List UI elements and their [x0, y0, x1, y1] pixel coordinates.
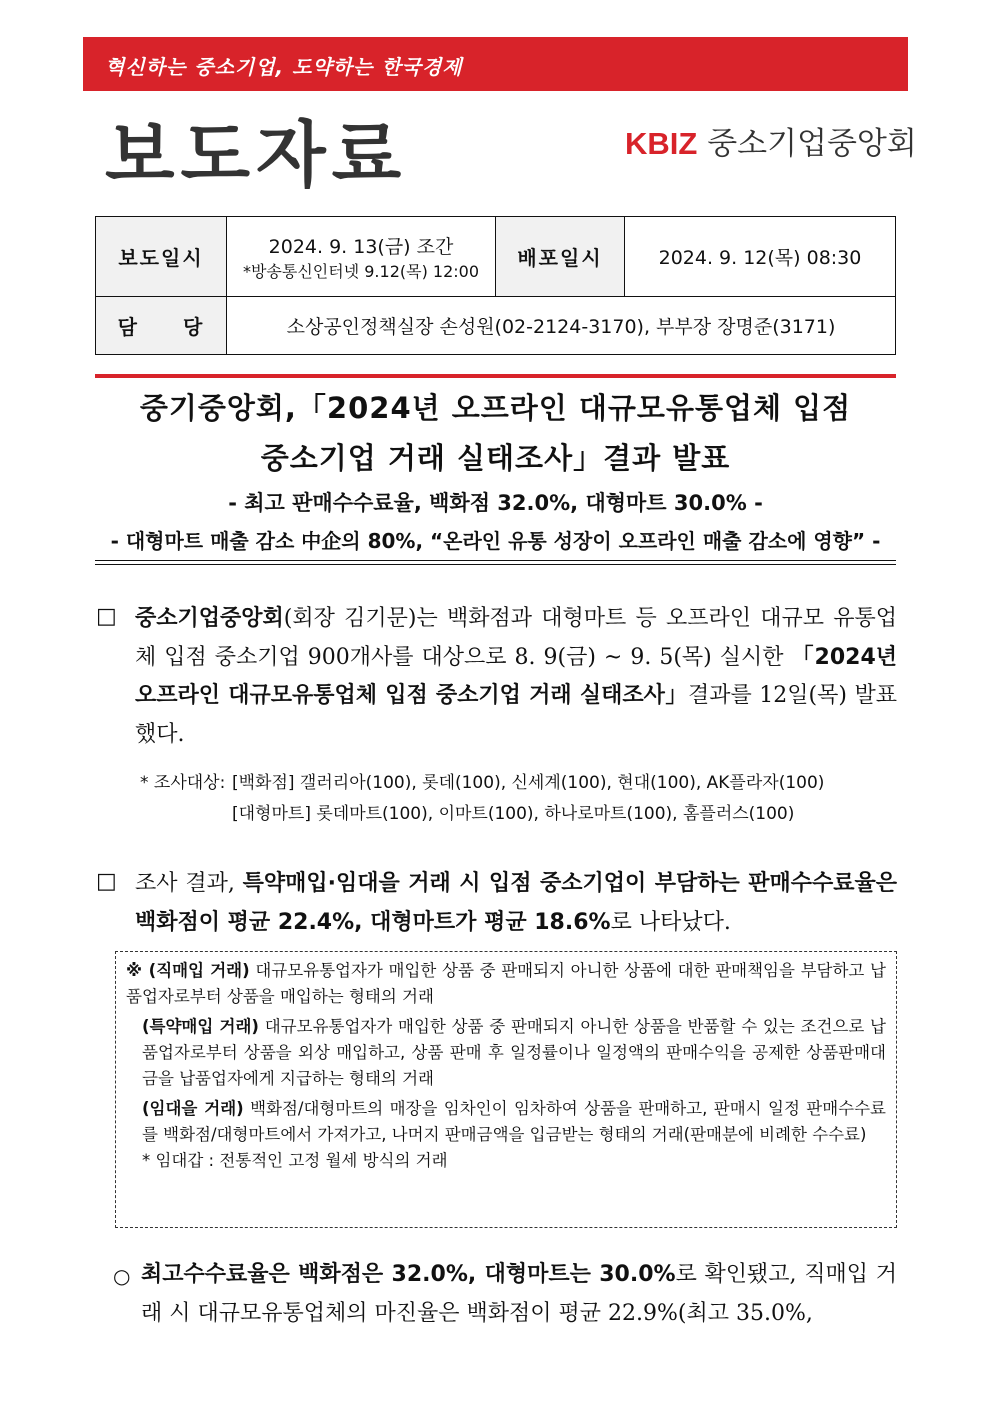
p1-text1: (회장 김기문)는 백화점과 대형마트 등 오프라인 대규모 유통업체 입점 중소기업 900개사를 대상으로 8. 9(금) ~ 9. 5(목) 실시한	[135, 606, 897, 670]
survey-label: * 조사대상:	[140, 773, 226, 793]
doc-type-title: 보도자료	[105, 113, 408, 197]
paragraph-marker-3: ○	[113, 1264, 131, 1288]
survey-dept: [백화점] 갤러리아(100), 롯데(100), 신세계(100), 현대(100), AK플라자(100)	[232, 773, 825, 793]
p2-text2: 로 나타났다.	[610, 909, 731, 935]
distribution-label: 배포일시	[496, 217, 625, 297]
release-note: *방송통신인터넷 9.12(목) 12:00	[242, 261, 480, 281]
def-direct-purchase	[126, 958, 886, 1010]
def3-text: 백화점/대형마트의 매장을 임차인이 임차하여 상품을 판매하고, 판매시 일정 판매수수료를 백화점/대형마트에서 가져가고, 나머지 판매금액을 입금받는 형태의 거래(판매분에 비례한 수수료)	[142, 1099, 886, 1144]
paragraph-3	[141, 1256, 897, 1333]
p1-bold2: 「2024년 오프라인 대규모유통업체 입점 중소기업 거래 실태조사」	[135, 644, 898, 708]
def-lease-note: * 임대갑 : 전통적인 고정 월세 방식의 거래	[142, 1151, 448, 1170]
def2-title: (특약매입 거래)	[142, 1017, 259, 1036]
release-date: 2024. 9. 13(금) 조간	[268, 235, 454, 258]
def-special-purchase	[126, 1014, 886, 1092]
p3-text1: 로 확인됐고, 직매입 거래 시 대규모유통업체의 마진율은 백화점이 평균 22.9%(최고 35.0%,	[141, 1262, 897, 1326]
p3-bold1: 최고수수료율은 백화점은 32.0%, 대형마트는 30.0%	[141, 1262, 676, 1287]
paragraph-1	[135, 600, 897, 754]
release-info-table	[95, 216, 896, 355]
p2-bold: 특약매입·임대을 거래 시 입점 중소기업이 부담하는 판매수수료율은 백화점이 평균 22.4%, 대형마트가 평균 18.6%	[135, 871, 897, 935]
distribution-date: 2024. 9. 12(목) 08:30	[625, 217, 896, 297]
p1-text2: 결과를 12일(목) 발표했다.	[135, 683, 898, 747]
logo-kbiz: KBIZ	[625, 126, 698, 161]
survey-mart: [대형마트] 롯데마트(100), 이마트(100), 하나로마트(100), 홈플러스(100)	[232, 804, 795, 824]
p1-bold1: 중소기업중앙회	[135, 606, 284, 631]
red-divider	[95, 374, 896, 378]
p2-text1: 조사 결과,	[135, 871, 243, 896]
paragraph-2	[135, 865, 897, 942]
double-line-bottom	[95, 564, 896, 565]
kbiz-logo	[625, 118, 917, 163]
double-line-top	[95, 560, 896, 561]
slogan-banner	[83, 37, 908, 91]
def2-text: 대규모유통업자가 매입한 상품 중 판매되지 아니한 상품을 반품할 수 있는 조건으로 납품업자로부터 상품을 외상 매입하고, 상품 판매 후 일정률이나 일정액의 판매수익을 공제한 상품판매대금을 납품업자에게 지급하는 형태의 거래	[142, 1017, 886, 1088]
headline-line2: 중소기업 거래 실태조사」결과 발표	[260, 441, 731, 475]
logo-org-name: 중소기업중앙회	[707, 126, 917, 162]
contact-value: 소상공인정책실장 손성원(02-2124-3170), 부부장 장명준(3171)	[227, 297, 896, 355]
slogan-text: 혁신하는 중소기업, 도약하는 한국경제	[105, 55, 463, 79]
subheadline-2: - 대형마트 매출 감소 中企의 80%, “온라인 유통 성장이 오프라인 매출 감소에 영향” -	[110, 529, 881, 553]
subheadline-1: - 최고 판매수수료율, 백화점 32.0%, 대형마트 30.0% -	[228, 491, 763, 515]
def-lease	[126, 1096, 886, 1148]
release-label: 보도일시	[96, 217, 227, 297]
paragraph-marker-1: □	[96, 604, 117, 629]
paragraph-marker-2: □	[96, 869, 117, 894]
contact-label: 담 당	[96, 297, 227, 355]
def1-title: ※ (직매입 거래)	[126, 961, 250, 980]
definition-box	[115, 951, 897, 1228]
def3-title: (임대을 거래)	[142, 1099, 244, 1118]
headline-line1: 중기중앙회,「2024년 오프라인 대규모유통업체 입점	[139, 391, 852, 425]
def1-text: 대규모유통업자가 매입한 상품 중 판매되지 아니한 상품에 대한 판매책임을 부담하고 납품업자로부터 상품을 매입하는 형태의 거래	[126, 961, 886, 1006]
release-cell	[227, 217, 496, 297]
